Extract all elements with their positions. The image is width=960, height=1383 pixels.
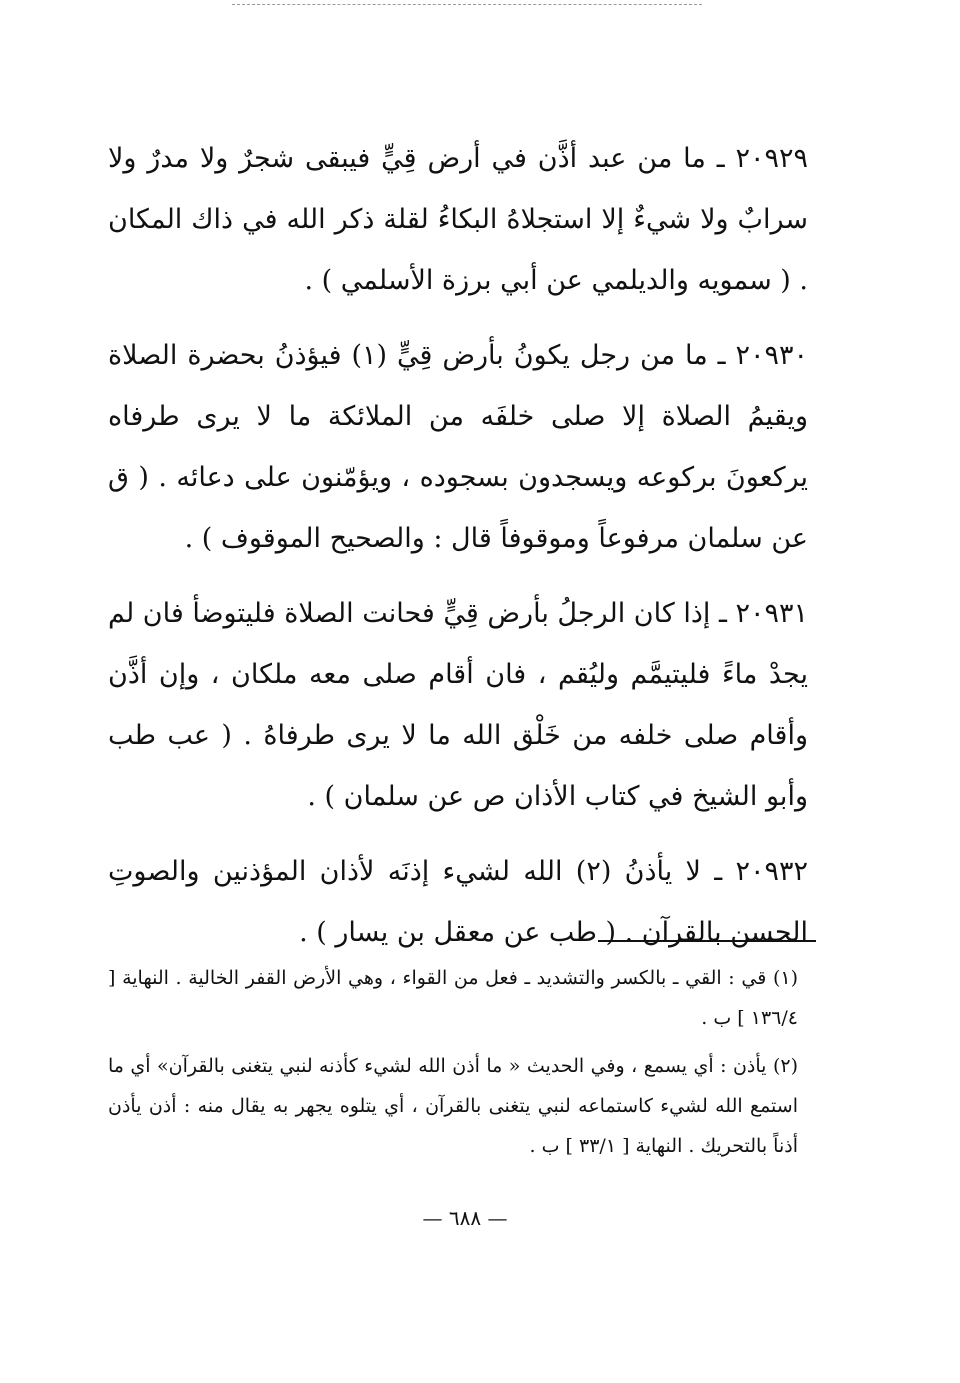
hadith-number: ٢٠٩٢٩ [735,143,809,174]
hadith-dash: ـ [707,340,726,371]
hadith-number: ٢٠٩٣٠ [735,340,808,371]
hadith-number: ٢٠٩٣١ [735,598,808,629]
footnote-separator [598,940,816,942]
footnote-text: قي : القي ـ بالكسر والتشديد ـ فعل من القواء ، وهي الأرض القفر الخالية . النهاية [ ١٣٦/٤ ] ب . [108,967,798,1029]
footnote-1 [108,958,798,1038]
hadith-20930 [108,325,808,569]
hadith-text: ما من عبد أذَّن في أرض قِيٍّ فيبقى شجرٌ ولا مدرٌ ولا سرابٌ ولا شيءٌ إلا استجلاهُ البكاءُ لقلة ذكر الله في ذاك المكان . ( سمويه والديلمي عن أبي برزة الأسلمي ) . [108,143,808,296]
hadith-text: لا يأذنُ (٢) الله لشيء إذنَه لأذان المؤذنين والصوتِ الحسن بالقرآن . ( طب عن معقل بن يسار ) . [108,856,808,948]
footnotes [108,958,798,1174]
footnote-2 [108,1046,798,1166]
hadith-dash: ـ [700,856,723,887]
hadith-number: ٢٠٩٣٢ [735,856,808,887]
footnote-marker: (١) [772,967,798,989]
hadith-dash: ـ [710,598,727,629]
footnote-text: يأذن : أي يسمع ، وفي الحديث « ما أذن الله لشيء كأذنه لنبي يتغنى بالقرآن» أي ما استمع الله لشيء كاستماعه لنبي يتغنى بالقرآن ، أي يتلوه يجهر به يقال منه : أذن يأذن أذناً بالتحريك . النهاية [ ٣٣/١ ] ب . [108,1055,798,1157]
hadith-20929 [108,128,808,311]
top-edge-rule [232,4,702,5]
hadith-text: إذا كان الرجلُ بأرض قِيٍّ فحانت الصلاة فليتوضأ فان لم يجدْ ماءً فليتيمَّم وليُقم ، فان أقام صلى معه ملكان ، وإن أذَّن وأقام صلى خلفه من خَلْق الله ما لا يرى طرفاهُ . ( عب طب وأبو الشيخ في كتاب الأذان ص عن سلمان ) . [108,598,808,812]
hadith-20932 [108,841,808,963]
page-number: — ٦٨٨ — [422,1206,508,1230]
hadith-20931 [108,583,808,827]
hadith-list [108,128,808,977]
footnote-marker: (٢) [772,1055,799,1077]
hadith-text: ما من رجل يكونُ بأرض قِيٍّ (١) فيؤذنُ بحضرة الصلاة ويقيمُ الصلاة إلا صلى خلفَه من الملائكة ما لا يرى طرفاه يركعونَ بركوعه ويسجدون بسجوده ، ويؤمّنون على دعائه . ( ق عن سلمان مرفوعاً وموقوفاً قال : والصحيح الموقوف ) . [108,340,808,554]
hadith-dash: ـ [705,143,725,174]
